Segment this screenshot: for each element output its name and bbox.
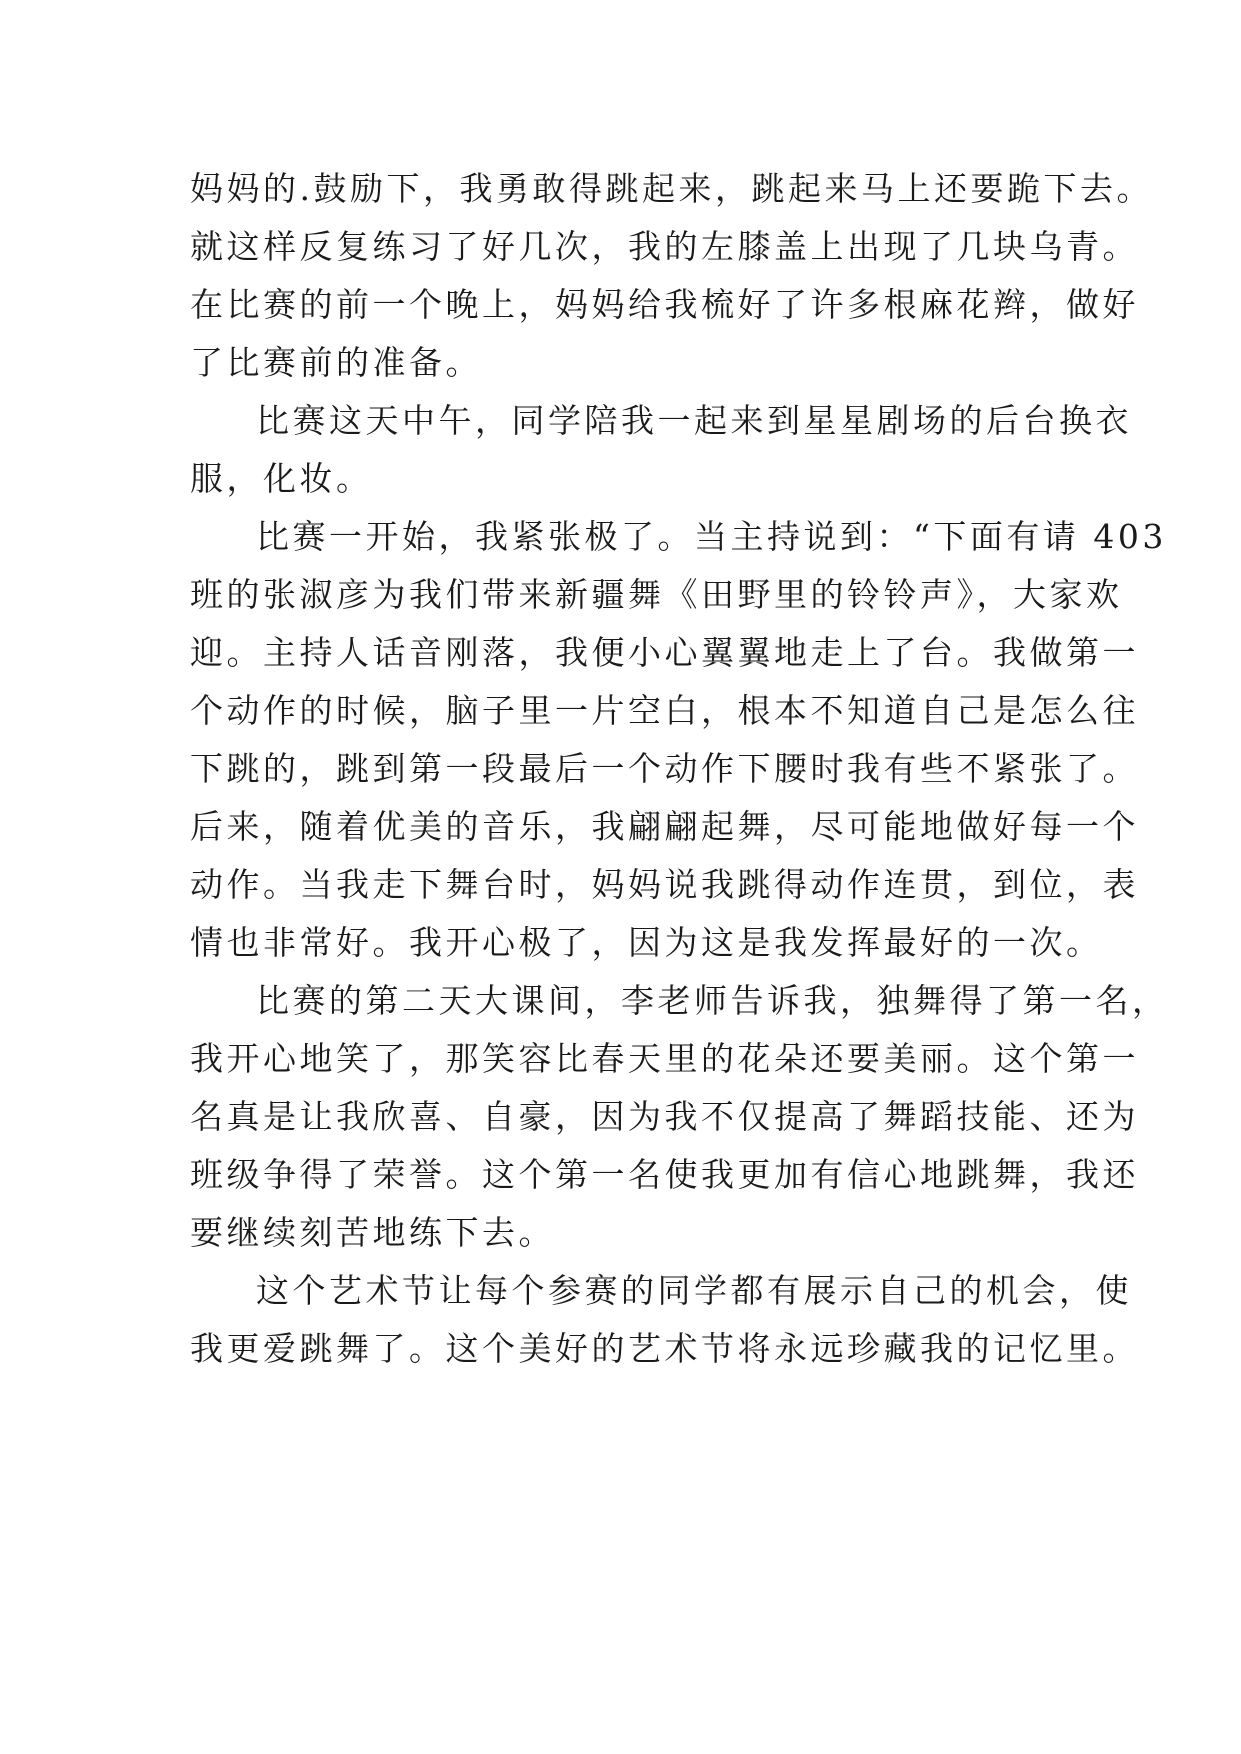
text-line-16: 我开心地笑了，那笑容比春天里的花朵还要美丽。这个第一 <box>190 1039 1139 1078</box>
text-line-21: 我更爱跳舞了。这个美好的艺术节将永远珍藏我的记忆里。 <box>190 1329 1139 1368</box>
text-line-8: 班的张淑彦为我们带来新疆舞《田野里的铃铃声》，大家欢 <box>190 575 1123 614</box>
text-line-9: 迎。主持人话音刚落，我便小心翼翼地走上了台。我做第一 <box>190 633 1139 672</box>
body-text <box>190 160 1169 1378</box>
text-line-13: 动作。当我走下舞台时，妈妈说我跳得动作连贯，到位，表 <box>190 865 1139 904</box>
text-line-4: 了比赛前的准备。 <box>190 343 482 382</box>
text-line-12: 后来，随着优美的音乐，我翩翩起舞，尽可能地做好每一个 <box>190 807 1139 846</box>
text-line-1: 妈妈的.鼓励下，我勇敢得跳起来，跳起来马上还要跪下去。 <box>190 169 1153 208</box>
text-line-6: 服，化妆。 <box>190 459 373 498</box>
text-line-20: 这个艺术节让每个参赛的同学都有展示自己的机会，使 <box>256 1271 1132 1310</box>
text-line-2: 就这样反复练习了好几次，我的左膝盖上出现了几块乌青。 <box>190 227 1139 266</box>
text-line-10: 个动作的时候，脑子里一片空白，根本不知道自己是怎么往 <box>190 691 1139 730</box>
text-line-7: 比赛一开始，我紧张极了。当主持说到：“下面有请 403 <box>256 517 1167 556</box>
text-line-3: 在比赛的前一个晚上，妈妈给我梳好了许多根麻花辫，做好 <box>190 285 1139 324</box>
text-line-18: 班级争得了荣誉。这个第一名使我更加有信心地跳舞，我还 <box>190 1155 1139 1194</box>
text-line-19: 要继续刻苦地练下去。 <box>190 1213 555 1252</box>
text-line-5: 比赛这天中午，同学陪我一起来到星星剧场的后台换衣 <box>256 401 1132 440</box>
text-line-14: 情也非常好。我开心极了，因为这是我发挥最好的一次。 <box>190 923 1103 962</box>
text-line-15: 比赛的第二天大课间，李老师告诉我，独舞得了第一名， <box>256 981 1169 1020</box>
text-line-17: 名真是让我欣喜、自豪，因为我不仅提高了舞蹈技能、还为 <box>190 1097 1139 1136</box>
text-line-11: 下跳的，跳到第一段最后一个动作下腰时我有些不紧张了。 <box>190 749 1139 788</box>
